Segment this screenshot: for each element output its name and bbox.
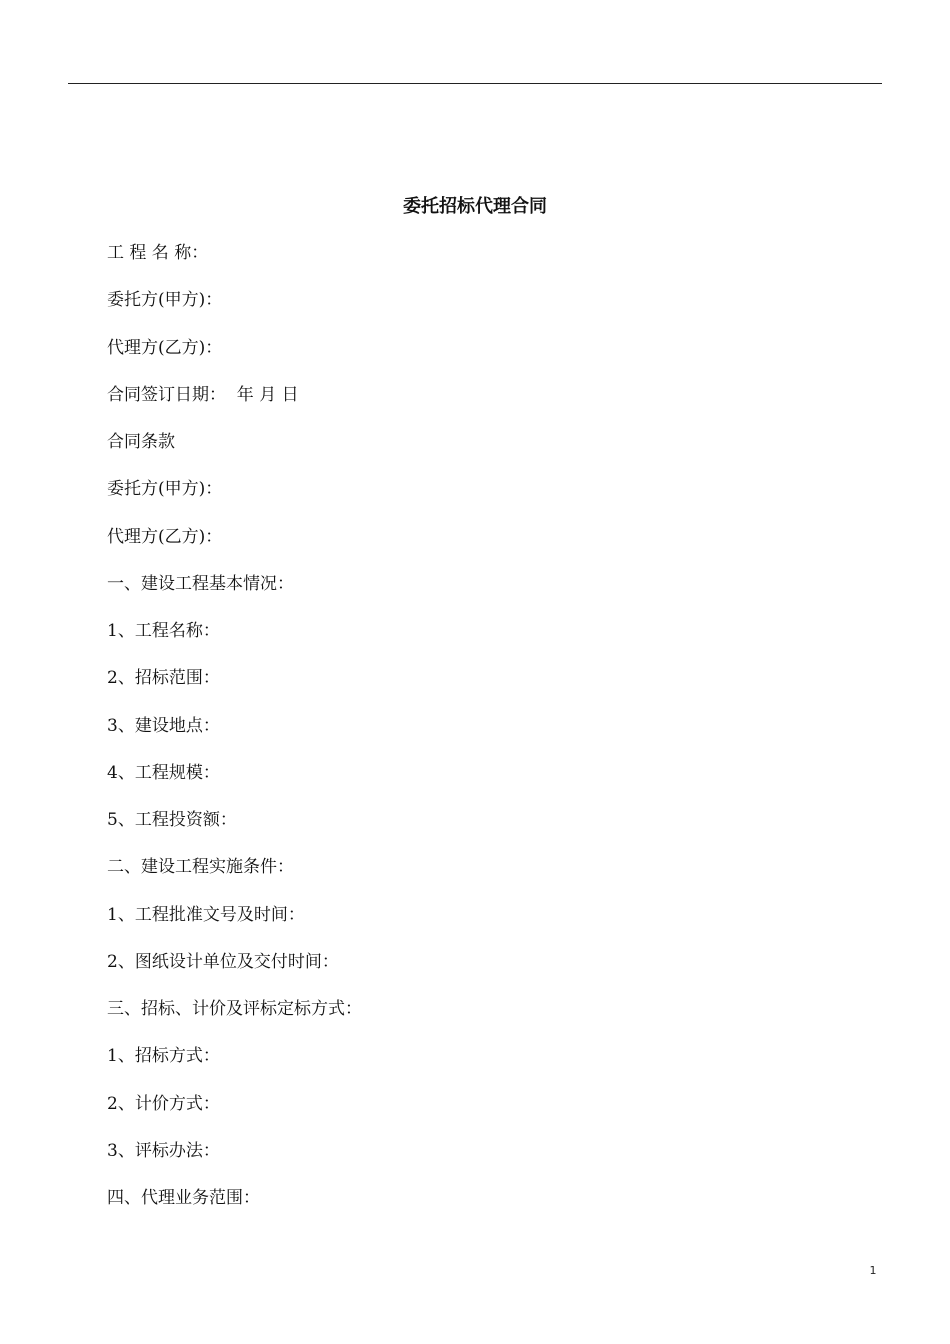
section-1-item-1: 1、工程名称： bbox=[107, 621, 220, 641]
section-2-item-1: 1、工程批准文号及时间： bbox=[107, 905, 305, 925]
terms-client-party-a: 委托方(甲方)： bbox=[107, 479, 223, 499]
document-title: 委托招标代理合同 bbox=[403, 196, 547, 217]
terms-agent-party-b: 代理方(乙方)： bbox=[107, 527, 223, 547]
page-number: 1 bbox=[869, 1264, 877, 1277]
header-rule bbox=[68, 83, 882, 84]
section-3-heading: 三、招标、计价及评标定标方式： bbox=[107, 999, 362, 1019]
field-client-party-a: 委托方(甲方)： bbox=[107, 290, 223, 310]
section-2-heading: 二、建设工程实施条件： bbox=[107, 857, 294, 877]
section-1-item-4: 4、工程规模： bbox=[107, 763, 220, 783]
section-1-item-2: 2、招标范围： bbox=[107, 668, 220, 688]
section-3-item-3: 3、评标办法： bbox=[107, 1141, 220, 1161]
field-project-name: 工 程 名 称： bbox=[107, 243, 209, 263]
section-1-item-5: 5、工程投资额： bbox=[107, 810, 237, 830]
field-agent-party-b: 代理方(乙方)： bbox=[107, 338, 223, 358]
section-2-item-2: 2、图纸设计单位及交付时间： bbox=[107, 952, 339, 972]
section-1-heading: 一、建设工程基本情况： bbox=[107, 574, 294, 594]
section-4-heading: 四、代理业务范围： bbox=[107, 1188, 260, 1208]
section-3-item-2: 2、计价方式： bbox=[107, 1094, 220, 1114]
section-3-item-1: 1、招标方式： bbox=[107, 1046, 220, 1066]
section-contract-terms: 合同条款 bbox=[107, 432, 175, 452]
section-1-item-3: 3、建设地点： bbox=[107, 716, 220, 736]
field-signing-date: 合同签订日期： 年 月 日 bbox=[107, 385, 299, 405]
